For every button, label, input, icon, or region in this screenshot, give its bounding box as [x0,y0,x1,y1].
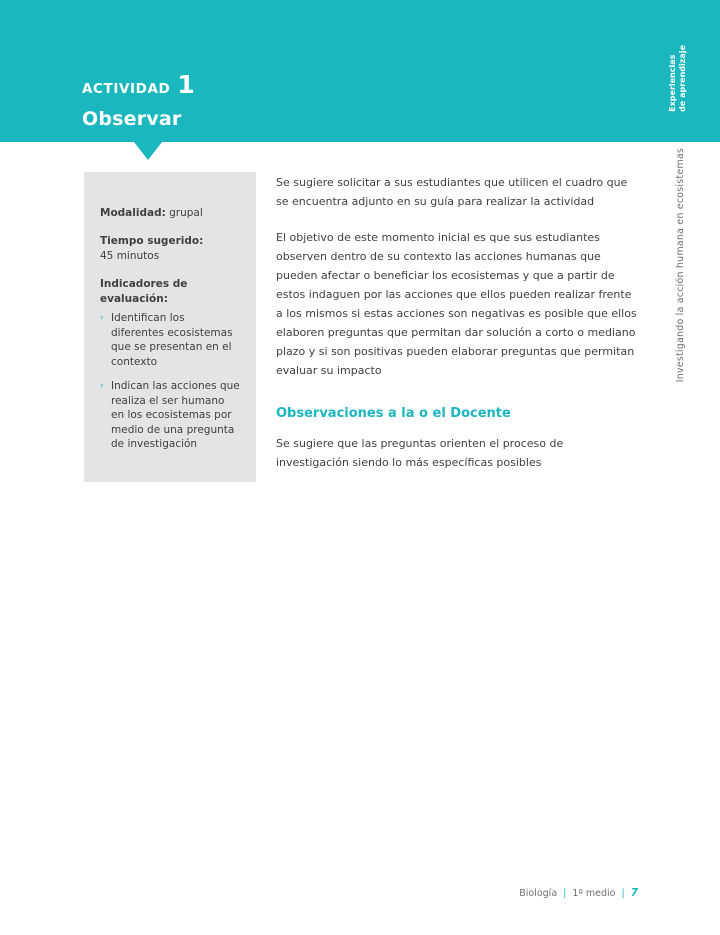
footer-separator: | [621,888,625,899]
footer-separator: | [563,888,567,899]
side-label-line2: de aprendizaje [678,45,687,112]
side-label-unit: Investigando la acción humana en ecosistemas [675,148,686,383]
activity-info-box [84,172,256,482]
indicators-list [100,311,240,452]
tab-notch-triangle [134,142,162,160]
side-label-line1: Experiencias [668,54,677,112]
main-content [276,173,638,489]
header-title-group [82,72,195,130]
modality-label: Modalidad: [100,207,166,219]
footer-level: 1º medio [572,888,616,899]
time-label: Tiempo sugerido: [100,235,204,247]
footer [519,887,638,899]
paragraph-observations: Se sugiere que las preguntas orienten el proceso de investigación siendo lo más específicas posibles [276,437,564,469]
activity-word: ACTIVIDAD [82,81,171,97]
list-item-label: Indican las acciones que realiza el ser humano en los ecosistemas por medio de una pregunta de investigación [111,380,240,450]
section-heading-observations: Observaciones a la o el Docente [276,406,511,421]
page-title: Observar [82,108,182,130]
activity-line [82,72,195,97]
list-item-label: Identifican los diferentes ecosistemas que se presentan en el contexto [111,312,233,368]
modality-row [100,206,240,221]
activity-number: 1 [177,70,195,99]
list-item [100,311,240,369]
time-row [100,234,240,264]
paragraph-objective: El objetivo de este momento inicial es que sus estudiantes observen dentro de su contexto las acciones humanas que pueden afectar o beneficiar los ecosistemas y que a partir de estos indaguen por las acciones que ellos pueden realizar frente a los mismos si estas acciones son negativas es posible que ellos elaboren preguntas que permitan dar solución a corto o mediano plazo y si son positivas pueden elaborar preguntas que permitan evaluar su impacto [276,231,637,377]
page-number: 7 [630,887,638,899]
chevron-right-icon: › [100,313,104,323]
side-label-experiences [668,45,690,112]
paragraph-intro: Se sugiere solicitar a sus estudiantes que utilicen el cuadro que se encuentra adjunto en su guía para realizar la actividad [276,176,628,208]
time-value: 45 minutos [100,250,160,262]
chevron-right-icon: › [100,381,104,391]
header-band [0,0,720,142]
indicators-label: Indicadores de evaluación: [100,278,188,305]
footer-subject: Biología [519,888,558,899]
indicators-block [100,277,240,452]
modality-value: grupal [169,207,203,219]
list-item [100,379,240,452]
